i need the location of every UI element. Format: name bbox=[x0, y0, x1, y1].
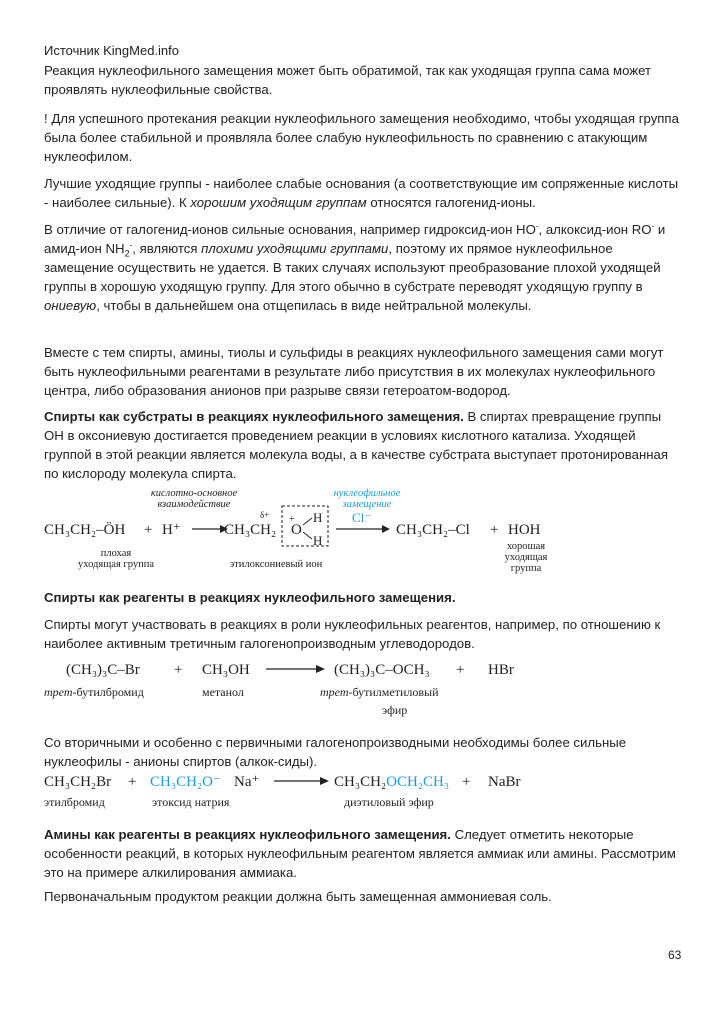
product-hbr: HBr bbox=[488, 662, 514, 678]
proton: H⁺ bbox=[162, 522, 181, 538]
label-acid-base-1: кислотно-основное bbox=[150, 488, 238, 499]
delta-plus: δ+ bbox=[260, 510, 270, 520]
name-ether-line2: эфир bbox=[382, 703, 408, 717]
plus-sign: + bbox=[128, 774, 137, 790]
oxonium-charge: + bbox=[289, 514, 295, 525]
plus-sign: + bbox=[174, 662, 183, 678]
scheme-diethyl-ether bbox=[44, 768, 684, 816]
paragraph-nucleophiles: Вместе с тем спирты, амины, тиолы и сульфиды в реакциях нуклеофильного замещения сами могут быть нуклеофильными реагентами в результате либо присутствия в их молекулах нуклеофильного центра, либо образования анионов при разрыве связи гетероатом-водород. bbox=[44, 345, 664, 398]
reactant-ethyl-bromide: CH₃CH₂Br bbox=[44, 774, 112, 790]
h-top: H bbox=[313, 510, 323, 525]
label-nucleophilic-1: нуклеофильное bbox=[333, 488, 401, 499]
caption-bad-2: уходящая группа bbox=[78, 559, 154, 570]
caption-ion: этилоксониевый ион bbox=[229, 559, 323, 570]
arrow-2-head bbox=[382, 525, 390, 533]
name-methanol: метанол bbox=[202, 685, 244, 699]
chloride-nucleophile: Cl⁻ bbox=[352, 510, 372, 525]
oxonium-oxygen: O bbox=[291, 522, 302, 538]
paragraph-alcohols-substrates: Спирты как субстраты в реакциях нуклеофильного замещения. В спиртах превращение группы ОН в оксониевую достигается проведением реакции в условиях кислотного катализа. Уходящей группой в этой реакции является молекула воды, а в качестве субстрата выступает протонированная по кислороду молекула спирта. bbox=[44, 409, 668, 481]
product-diethyl-ether: CH₃CH₂OCH₂CH₃ bbox=[334, 774, 450, 790]
label-nucleophilic-2: замещение bbox=[342, 499, 392, 510]
plus-sign: + bbox=[144, 522, 153, 538]
paragraph-ammonium-salt: Первоначальным продуктом реакции должна быть замещенная аммониевая соль. bbox=[44, 889, 552, 904]
page-number: 63 bbox=[668, 948, 682, 962]
sodium-cation: Na⁺ bbox=[234, 774, 260, 790]
name-tert-butyl-bromide: трет-бутилбромид bbox=[44, 685, 144, 699]
product-ether: (CH₃)₃C–OCH₃ bbox=[334, 662, 430, 678]
scheme-tert-butyl-ether bbox=[44, 652, 684, 724]
name-tert-butyl-methyl-ether: трет-бутилметиловый bbox=[320, 685, 439, 699]
caption-bad-1: плохая bbox=[100, 548, 132, 559]
caption-good-1: хорошая bbox=[506, 541, 546, 552]
paragraph-leaving-group-rule: ! Для успешного протекания реакции нуклеофильного замещения необходимо, чтобы уходящая группа была более стабильной и проявляла более слабую нуклеофильность по сравнению с атакующим нуклеофилом. bbox=[44, 111, 679, 164]
h-bottom: H bbox=[313, 533, 323, 548]
reactant-methanol: CH₃OH bbox=[202, 662, 250, 678]
plus-sign-2: + bbox=[490, 522, 499, 538]
bond-oh-top bbox=[303, 518, 312, 525]
scheme-oxonium-substitution bbox=[44, 484, 684, 579]
heading-alcohols-reagents: Спирты как реагенты в реакциях нуклеофильного замещения. bbox=[44, 590, 456, 605]
arrow-head bbox=[320, 777, 329, 785]
plus-sign-2: + bbox=[456, 662, 465, 678]
paragraph-alkoxides: Со вторичными и особенно с первичными галогенопроизводными необходимы более сильные нуклеофилы - анионы спиртов (алкок-сиды). bbox=[44, 735, 627, 769]
name-diethyl-ether: диэтиловый эфир bbox=[344, 795, 434, 809]
arrow-head bbox=[316, 665, 325, 673]
paragraph-reversibility: Реакция нуклеофильного замещения может быть обратимой, так как уходящая группа сама может проявлять нуклеофильные свойства. bbox=[44, 63, 652, 97]
water: HOH bbox=[508, 522, 541, 538]
paragraph-alcohols-tertiary: Спирты могут участвовать в реакциях в роли нуклеофильных реагентов, например, по отношению к наиболее активным третичным галогенопроизводным углеводородов. bbox=[44, 617, 661, 651]
paragraph-good-leaving-groups: Лучшие уходящие группы - наиболее слабые основания (а соответствующие им сопряженные кислоты - наиболее сильные). К хорошим уходящим группам относятся галогенид-ионы. bbox=[44, 176, 679, 210]
product-nabr: NaBr bbox=[488, 774, 521, 790]
paragraph-bad-leaving-groups: В отличие от галогенид-ионов сильные основания, например гидроксид-ион HO-, алкоксид-ион RO- и амид-ион $NH_2^-$, являются плохими уходящими группами, поэтому их прямое нуклеофильное замещение осуществить не удается. В таких случаях используют преобразование плохой уходящей группы в хорошую уходящую группу. Для этого обычно в субстрате переводят уходящую группу в ониевую, чтобы в дальнейшем она отщепилась в виде нейтральной молекулы. bbox=[44, 221, 666, 313]
reactant-ethoxide: CH₃CH₂O⁻ bbox=[150, 774, 221, 790]
plus-sign-2: + bbox=[462, 774, 471, 790]
caption-good-2: уходящая bbox=[504, 552, 548, 563]
name-ethyl-bromide: этилбромид bbox=[44, 795, 105, 809]
caption-good-3: группа bbox=[510, 563, 542, 574]
source-label: Источник KingMed.info bbox=[44, 43, 179, 58]
product-ethyl-chloride: CH₃CH₂–Cl bbox=[396, 522, 470, 538]
name-sodium-ethoxide: этоксид натрия bbox=[152, 795, 230, 809]
label-acid-base-2: взаимодействие bbox=[157, 499, 231, 510]
paragraph-amines-reagents: Амины как реагенты в реакциях нуклеофильного замещения. Следует отметить некоторые особенности реакций, в которых нуклеофильным реагентом является аммиак или амины. Рассмотрим это на примере алкилирования аммиака. bbox=[44, 827, 676, 880]
ion-left: CH₃CH₂ bbox=[224, 522, 277, 538]
reactant-ethanol: CH₃CH₂–ÖH bbox=[44, 522, 126, 538]
bond-oh-bottom bbox=[303, 532, 312, 539]
reactant-tert-butyl-bromide: (CH₃)₃C–Br bbox=[66, 662, 140, 678]
